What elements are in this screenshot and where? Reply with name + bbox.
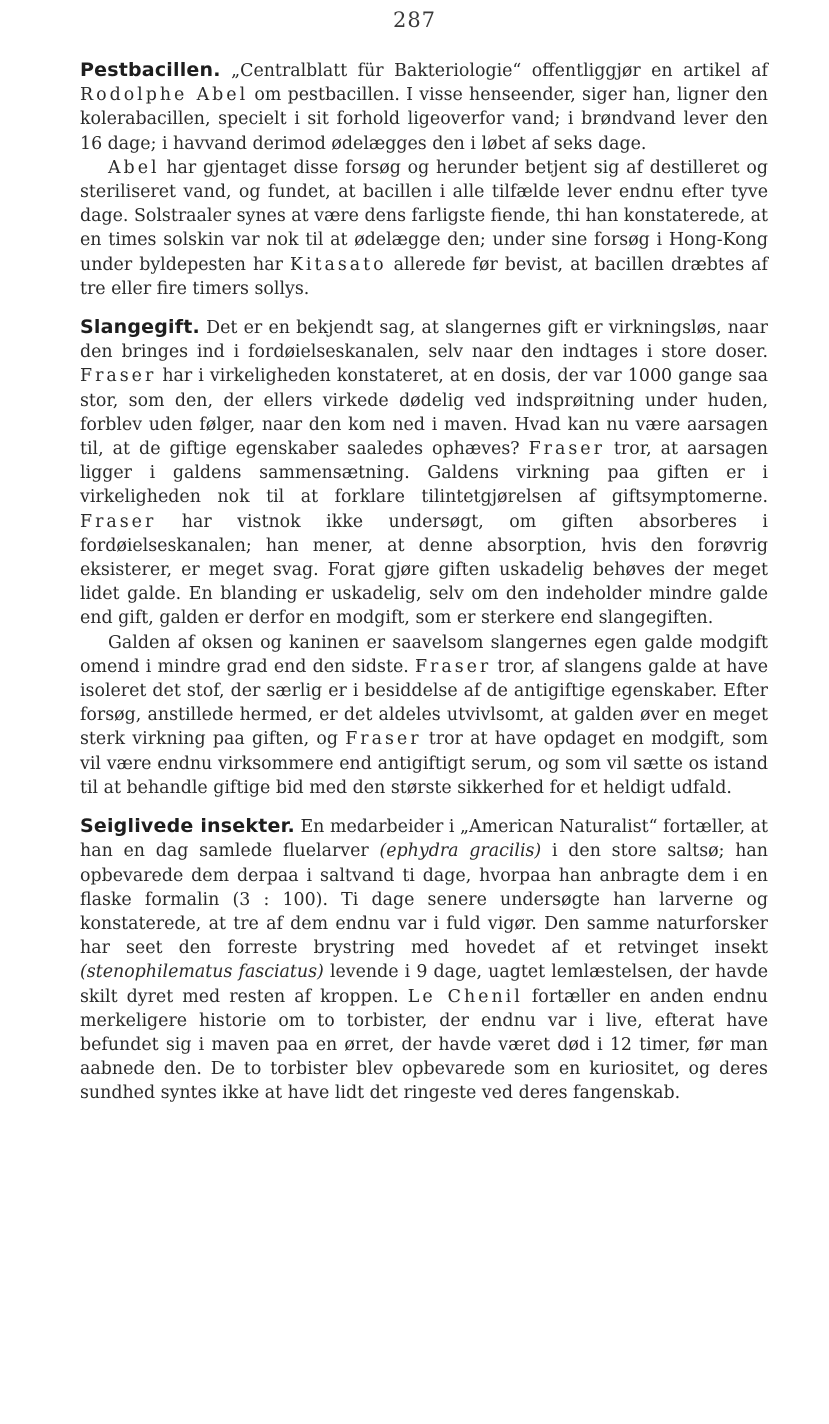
article (80, 58, 768, 301)
author-name: Fraser (80, 511, 157, 532)
text-run: Det er en bekjendt sag, at slangernes gift er virkningsløs, naar den bringes ind i fordøielseskanalen, selv naar den indtages i store doser. (80, 318, 768, 363)
text-run: „Centralblatt für Bakteriologie“ offentliggjør en artikel af (220, 61, 768, 81)
text-run: fortæller en anden endnu merkeligere historie om to torbister, der endnu var i live, efterat have befundet sig i maven paa en ørret, der havde været død i 12 timer, før man aabnede den. De to torbister blev opbevarede som en kuriositet, og deres sundhed syntes ikke at have lidt det ringeste ved deres fangenskab. (80, 986, 768, 1104)
text-run: har vistnok ikke undersøgt, om giften absorberes i fordøielseskanalen; han mener, at denne absorption, hvis den forøvrig eksisterer, er meget svag. Forat gjøre giften uskadelig behøves der meget lidet galde. En blanding er uskadelig, selv om den indeholder mindre galde end gift, galden er derfor en modgift, som er sterkere end slangegiften. (80, 511, 768, 629)
article (80, 814, 768, 1105)
author-name: Fraser (345, 729, 422, 750)
author-name: Abel (108, 157, 160, 178)
text-run: tror at have opdaget en modgift, som vil være endnu virksommere end antigiftigt serum, og som vil sætte os istand til at behandle giftige bid med den største sikkerhed for et heldigt udfald. (80, 729, 768, 798)
author-name: Kitasato (289, 254, 387, 275)
page-body (80, 58, 768, 1120)
author-name: Fraser (528, 439, 605, 460)
text-run: allerede før bevist, at bacillen dræbtes af tre eller fire timers sollys. (80, 254, 768, 299)
text-run: i den store saltsø; han opbevarede dem derpaa i saltvand ti dage, hvorpaa han anbragte dem i en flaske formalin (3 : 100). Ti dage senere undersøgte han larverne og konstaterede, at tre af dem endnu var i fuld vigør. Den samme naturforsker har seet den forreste brystring med hovedet af et retvinget insekt (80, 841, 768, 959)
article-heading: Seiglivede insekter. (80, 815, 295, 838)
author-name: Fraser (80, 366, 157, 387)
author-name: Fraser (414, 656, 492, 677)
paragraph (80, 156, 768, 301)
article-heading: Slangegift. (80, 316, 200, 339)
page-number: 287 (392, 8, 437, 32)
paragraph (80, 58, 768, 156)
species-name: (ephydra gracilis) (379, 841, 542, 862)
paragraph (80, 315, 768, 631)
text-run: Galden af oksen og kaninen er saavelsom slangernes egen galde modgift omend i mindre grad end den sidste. (80, 632, 768, 677)
text-run: tror, at aarsagen ligger i galdens sammensætning. Galdens virkning paa giften er i virkeligheden nok til at forklare tilintetgjørelsen af giftsymptomerne. (80, 439, 769, 508)
text-run: har gjentaget disse forsøg og herunder betjent sig af destilleret og steriliseret vand, og fundet, at bacillen i alle tilfælde lever endnu efter tyve dage. Solstraaler synes at være dens farligste fiende, thi han konstaterede, at en times solskin var nok til at ødelægge den; under sine forsøg i Hong-Kong under byldepesten har (80, 157, 769, 275)
paragraph (80, 814, 768, 1105)
text-run: En medarbeider i „American Naturalist“ fortæller, at han en dag samlede fluelarver (80, 817, 768, 862)
text-run: tror, af slangens galde at have isoleret det stof, der særlig er i besiddelse af de antigiftige egenskaber. Efter forsøg, anstillede hermed, er det aldeles utvivlsomt, at galden øver en meget sterk virkning paa giften, og (80, 656, 768, 750)
text-run: har i virkeligheden konstateret, at en dosis, der var 1000 gange saa stor, som den, der ellers virkede dødelig ved indsprøitning under huden, forblev uden følger, naar den kom ned i maven. Hvad kan nu være aarsagen til, at de giftige egenskaber saaledes ophæves? (80, 366, 768, 460)
author-name: Le Chenil (407, 986, 523, 1007)
article (80, 315, 768, 800)
text-run: levende i 9 dage, uagtet lemlæstelsen, der havde skilt dyret med resten af kroppen. (80, 962, 768, 1007)
article-heading: Pestbacillen. (80, 59, 221, 81)
paragraph (80, 631, 768, 800)
author-name: Rodolphe Abel (80, 85, 249, 106)
text-run: om pestbacillen. I visse henseender, siger han, ligner den kolerabacillen, specielt i sit forhold ligeoverfor vand; i brøndvand lever den 16 dage; i havvand derimod ødelægges den i løbet af seks dage. (80, 85, 768, 154)
species-name: (stenophilematus fasciatus) (80, 962, 324, 983)
